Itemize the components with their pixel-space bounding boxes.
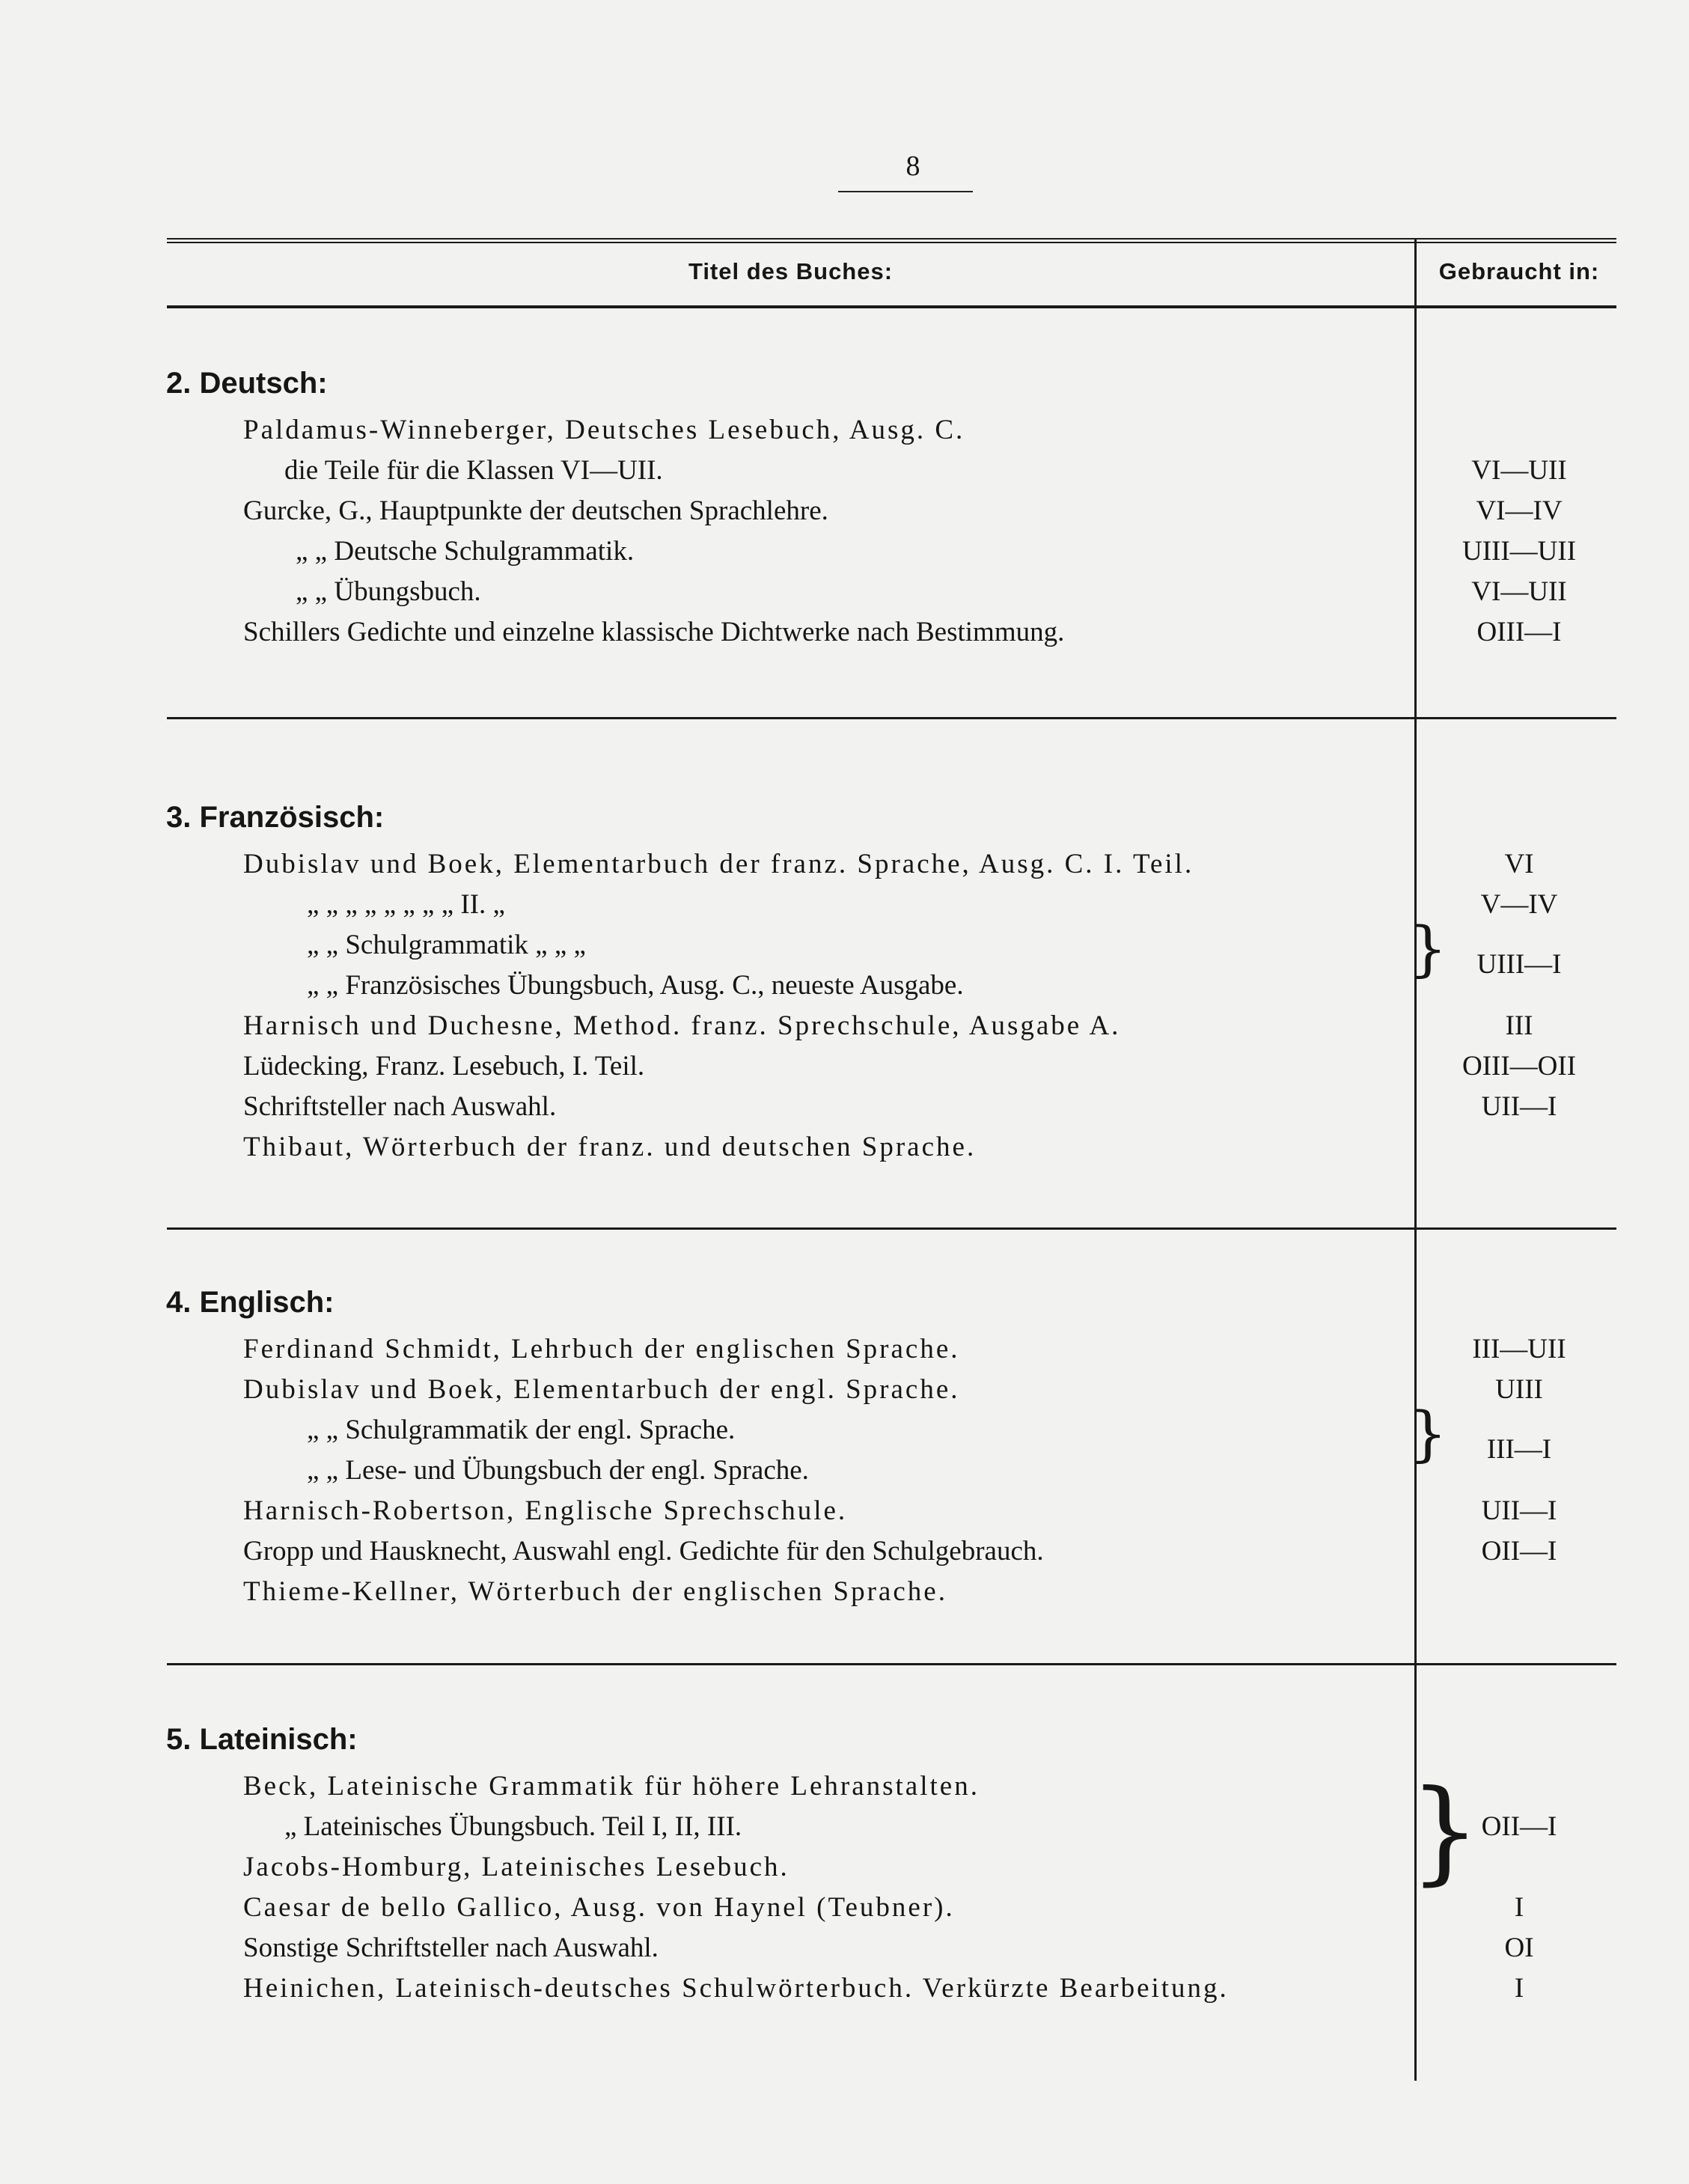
class-range: VI—UII [1471,576,1567,607]
book-row: Beck, Lateinische Grammatik für höhere Lehranstalten. [243,1771,980,1802]
book-row: Schillers Gedichte und einzelne klassische Dichtwerke nach Bestimmung. [243,617,1065,647]
book-row: „ „ Schulgrammatik „ „ „ [307,930,586,960]
class-range: III—UII [1472,1334,1566,1364]
class-range: V—IV [1480,889,1558,920]
section-divider [167,1663,1616,1665]
class-range: OI [1504,1933,1534,1963]
book-row: Ferdinand Schmidt, Lehrbuch der englischen Sprache. [243,1334,960,1364]
class-range: UII—I [1481,1091,1557,1122]
book-row: Lüdecking, Franz. Lesebuch, I. Teil. [243,1051,645,1082]
class-range: I [1514,1973,1524,2004]
class-range: OII—I [1481,1536,1557,1567]
section-title-lateinisch: 5. Lateinisch: [166,1723,358,1756]
brace-icon: } [1409,1766,1481,1897]
book-row: Harnisch und Duchesne, Method. franz. Sprechschule, Ausgabe A. [243,1010,1121,1041]
class-range: OIII—OII [1462,1051,1577,1082]
class-range: UIII—I [1476,949,1562,980]
section-title-deutsch: 2. Deutsch: [166,367,328,400]
book-row: „ „ „ „ „ „ „ „ II. „ [307,889,505,920]
header-used-column: Gebraucht in: [1438,258,1600,284]
class-range: VI—UII [1471,455,1567,486]
class-range: UIII—UII [1462,536,1577,567]
brace-icon: } [1409,1399,1447,1468]
book-row: „ „ Deutsche Schulgrammatik. [296,536,635,567]
class-range: OIII—I [1476,617,1562,647]
book-row: Harnisch-Robertson, Englische Sprechschule. [243,1495,848,1526]
book-row: „ „ Französisches Übungsbuch, Ausg. C., neueste Ausgabe. [307,970,964,1001]
book-row: Heinichen, Lateinisch-deutsches Schulwörterbuch. Verkürzte Bearbeitung. [243,1973,1229,2004]
class-range: UIII [1495,1374,1543,1405]
book-row: die Teile für die Klassen VI—UII. [284,455,663,486]
page-number: 8 [905,150,920,182]
table-top-rule [167,238,1616,243]
header-bottom-rule [167,305,1616,308]
book-row: Jacobs-Homburg, Lateinisches Lesebuch. [243,1852,789,1882]
book-row: Thieme-Kellner, Wörterbuch der englischen Sprache. [243,1576,947,1607]
book-row: Dubislav und Boek, Elementarbuch der engl. Sprache. [243,1374,960,1405]
section-title-franzoesisch: 3. Französisch: [166,801,385,834]
class-range: III—I [1486,1434,1552,1465]
book-row: Dubislav und Boek, Elementarbuch der franz. Sprache, Ausg. C. I. Teil. [243,849,1194,879]
section-divider [167,717,1616,719]
class-range: III [1505,1010,1533,1041]
book-row: Caesar de bello Gallico, Ausg. von Haynel (Teubner). [243,1892,955,1923]
book-row: Gropp und Hausknecht, Auswahl engl. Gedichte für den Schulgebrauch. [243,1536,1044,1567]
brace-icon: } [1409,914,1447,983]
page-number-rule [838,191,973,192]
book-row: Paldamus-Winneberger, Deutsches Lesebuch, Ausg. C. [243,415,965,445]
book-row: Sonstige Schriftsteller nach Auswahl. [243,1933,659,1963]
book-row: Gurcke, G., Hauptpunkte der deutschen Sprachlehre. [243,495,828,526]
book-row: „ Lateinisches Übungsbuch. Teil I, II, III. [284,1811,742,1842]
class-range: UII—I [1481,1495,1557,1526]
class-range: VI—IV [1476,495,1563,526]
book-row: „ „ Lese- und Übungsbuch der engl. Sprache. [307,1455,809,1486]
class-range: OII—I [1481,1811,1557,1842]
header-title-column: Titel des Buches: [688,258,894,284]
class-range: VI [1504,849,1534,879]
book-row: Thibaut, Wörterbuch der franz. und deutschen Sprache. [243,1132,977,1162]
section-divider [167,1227,1616,1230]
class-range: I [1514,1892,1524,1923]
section-title-englisch: 4. Englisch: [166,1286,335,1319]
book-row: „ „ Übungsbuch. [296,576,481,607]
book-row: „ „ Schulgrammatik der engl. Sprache. [307,1415,736,1445]
book-row: Schriftsteller nach Auswahl. [243,1091,557,1122]
